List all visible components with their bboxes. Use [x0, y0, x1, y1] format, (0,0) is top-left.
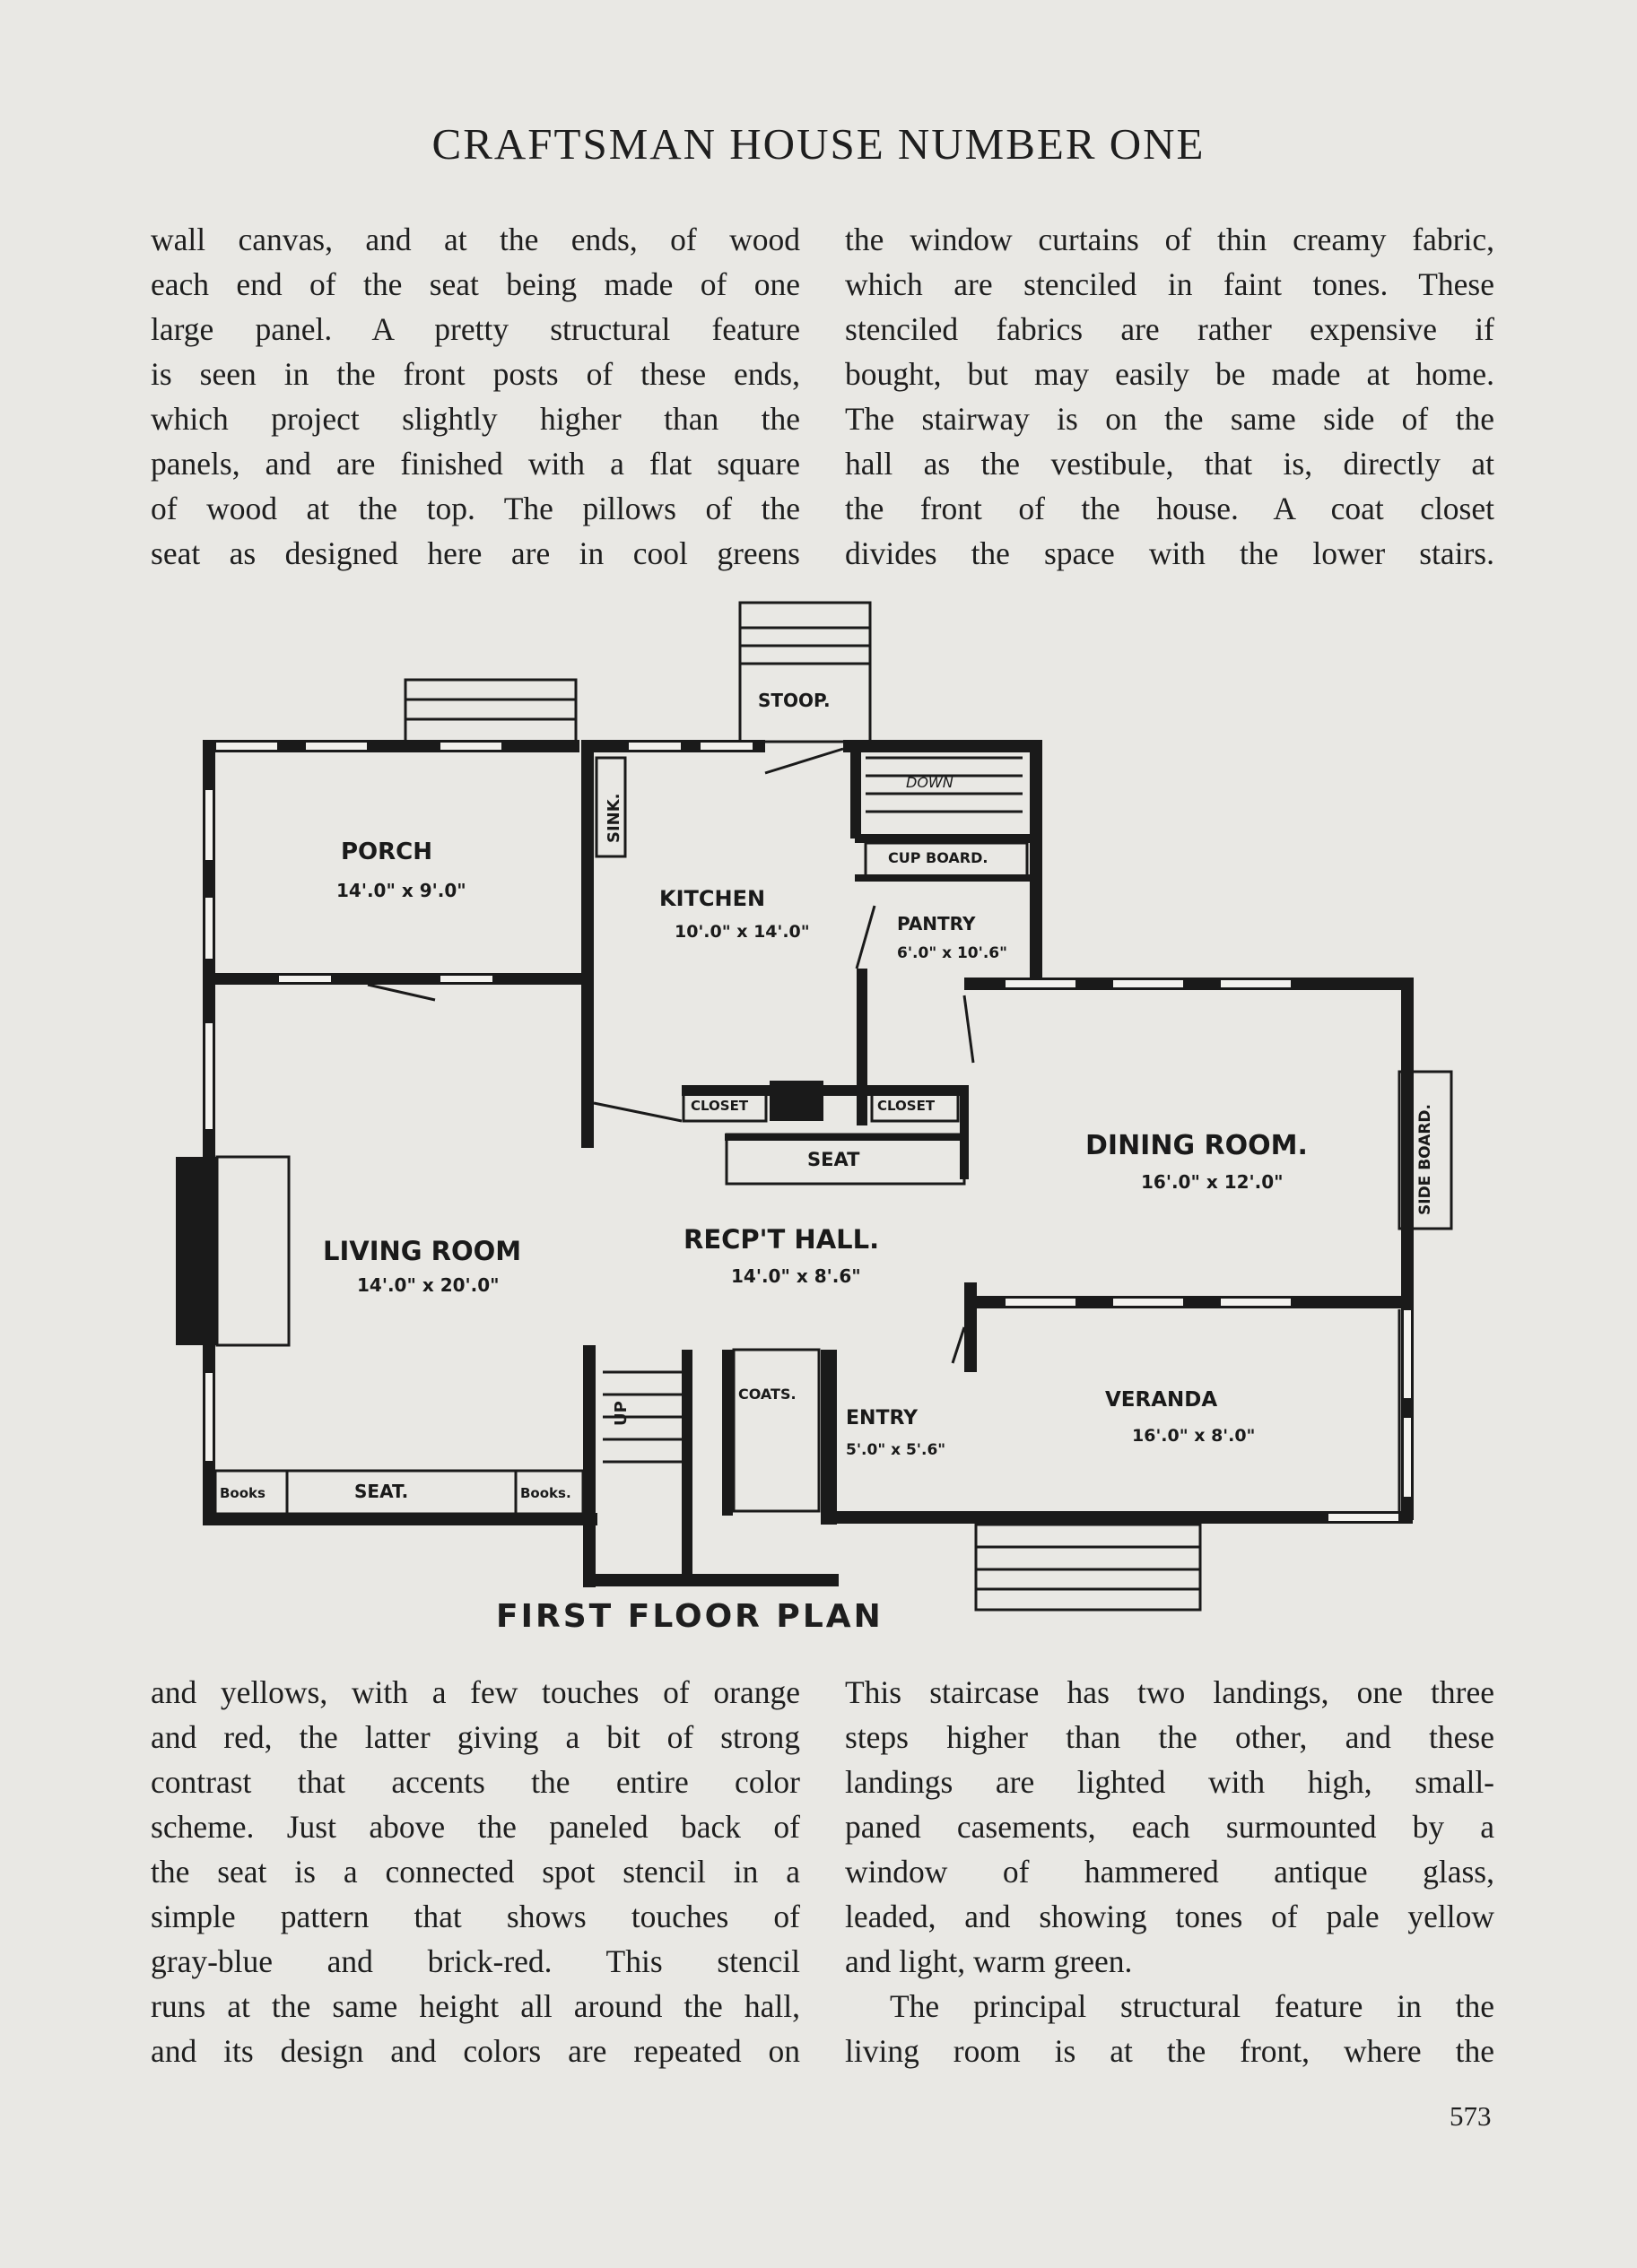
text-line: paned casements, each surmounted by a — [845, 1809, 1494, 1845]
text-line: each end of the seat being made of one — [151, 266, 800, 302]
text-line: panels, and are finished with a flat square — [151, 446, 800, 482]
label-pantry: PANTRY — [897, 913, 976, 934]
text-line: which are stenciled in faint tones. These — [845, 266, 1494, 302]
text-line: and red, the latter giving a bit of strong — [151, 1719, 800, 1755]
label-hall-dim: 14'.0" x 8'.6" — [731, 1265, 861, 1287]
text-line: hall as the vestibule, that is, directly at — [845, 446, 1494, 482]
label-veranda: VERANDA — [1105, 1388, 1218, 1412]
label-veranda-dim: 16'.0" x 8'.0" — [1132, 1426, 1256, 1446]
label-living: LIVING ROOM — [323, 1236, 522, 1266]
text-line: scheme. Just above the paneled back of — [151, 1809, 800, 1845]
label-books-left: Books — [220, 1485, 266, 1501]
page-number: 573 — [1450, 2100, 1492, 2132]
text-line: and yellows, with a few touches of orange — [151, 1674, 800, 1710]
label-stoop: STOOP. — [758, 690, 831, 711]
text-line: The stairway is on the same side of the — [845, 401, 1494, 437]
label-closet-right: CLOSET — [877, 1098, 936, 1114]
text-line: runs at the same height all around the hall, — [151, 1988, 800, 2024]
text-line: steps higher than the other, and these — [845, 1719, 1494, 1755]
label-kitchen: KITCHEN — [659, 886, 766, 911]
label-books-right: Books. — [520, 1485, 571, 1501]
text-line: bought, but may easily be made at home. — [845, 356, 1494, 392]
text-line: the seat is a connected spot stencil in a — [151, 1854, 800, 1890]
text-line: This staircase has two landings, one three — [845, 1674, 1494, 1710]
text-line: large panel. A pretty structural feature — [151, 311, 800, 347]
label-dining-dim: 16'.0" x 12'.0" — [1141, 1171, 1284, 1193]
text-line: divides the space with the lower stairs. — [845, 535, 1494, 571]
label-up: UP — [612, 1401, 631, 1426]
text-line: stenciled fabrics are rather expensive if — [845, 311, 1494, 347]
text-line: of wood at the top. The pillows of the — [151, 491, 800, 526]
floor-plan-title: FIRST FLOOR PLAN — [496, 1598, 884, 1635]
label-cupboard: CUP BOARD. — [888, 849, 988, 866]
text-line: simple pattern that shows touches of — [151, 1899, 800, 1934]
label-closet-left: CLOSET — [691, 1098, 749, 1114]
label-down: DOWN — [906, 774, 953, 791]
text-column-bottom-right — [845, 1670, 1494, 2073]
label-sink: SINK. — [605, 793, 623, 843]
text-line: wall canvas, and at the ends, of wood — [151, 222, 800, 257]
label-kitchen-dim: 10'.0" x 14'.0" — [675, 922, 810, 942]
label-coats: COATS. — [738, 1386, 797, 1403]
label-living-dim: 14'.0" x 20'.0" — [357, 1274, 500, 1296]
text-line: window of hammered antique glass, — [845, 1854, 1494, 1890]
text-line: landings are lighted with high, small- — [845, 1764, 1494, 1800]
text-line: contrast that accents the entire color — [151, 1764, 800, 1800]
label-hall: RECP'T HALL. — [684, 1224, 880, 1255]
text-line: gray-blue and brick-red. This stencil — [151, 1943, 800, 1979]
label-entry: ENTRY — [846, 1407, 919, 1429]
text-line: and its design and colors are repeated on — [151, 2033, 800, 2069]
plan-walls — [176, 740, 1414, 1587]
text-line: the front of the house. A coat closet — [845, 491, 1494, 526]
text-line: The principal structural feature in the — [890, 1988, 1494, 2024]
text-line: seat as designed here are in cool greens — [151, 535, 800, 571]
label-dining: DINING ROOM. — [1085, 1130, 1308, 1161]
label-pantry-dim: 6'.0" x 10'.6" — [897, 944, 1007, 962]
label-entry-dim: 5'.0" x 5'.6" — [846, 1441, 946, 1459]
text-column-bottom-left — [151, 1670, 800, 2073]
text-line: which project slightly higher than the — [151, 401, 800, 437]
label-porch-dim: 14'.0" x 9'.0" — [336, 880, 466, 901]
text-line: leaded, and showing tones of pale yellow — [845, 1899, 1494, 1934]
text-line: the window curtains of thin creamy fabric, — [845, 222, 1494, 257]
text-line: and light, warm green. — [845, 1943, 1133, 1979]
text-line: is seen in the front posts of these ends, — [151, 356, 800, 392]
label-porch: PORCH — [341, 839, 433, 865]
label-seat-living: SEAT. — [354, 1481, 409, 1502]
text-line: living room is at the front, where the — [845, 2033, 1494, 2069]
label-seat-hall: SEAT — [807, 1149, 860, 1170]
label-sideboard: SIDE BOARD. — [1416, 1104, 1434, 1215]
page-title: CRAFTSMAN HOUSE NUMBER ONE — [431, 119, 1206, 169]
